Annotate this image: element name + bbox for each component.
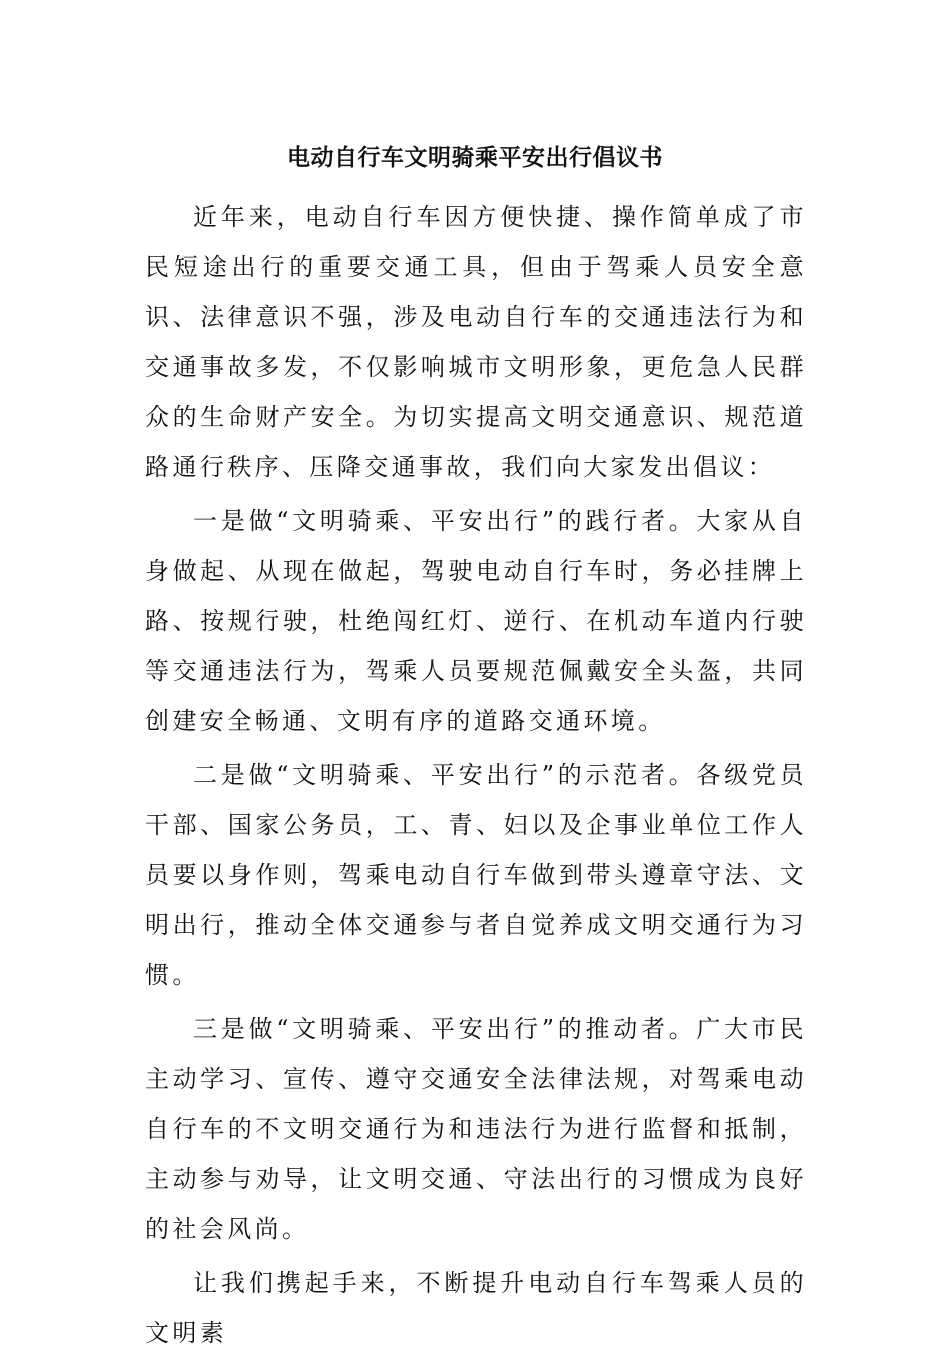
document-title: 电动自行车文明骑乘平安出行倡议书 xyxy=(287,144,663,171)
paragraph-closing: 让我们携起手来，不断提升电动自行车驾乘人员的文明素 xyxy=(145,1269,807,1347)
paragraph-promoter: 三是做“文明骑乘、平安出行”的推动者。广大市民主动学习、宣传、遵守交通安全法律法规，对驾乘电动自行车的不文明交通行为和违法行为进行监督和抵制，主动参与劝导，让文明交通、守法出行的习惯成为良好的社会风尚。 xyxy=(145,1015,807,1243)
document-body xyxy=(145,192,807,1362)
paragraph-intro: 近年来，电动自行车因方便快捷、操作简单成了市民短途出行的重要交通工具，但由于驾乘人员安全意识、法律意识不强，涉及电动自行车的交通违法行为和交通事故多发，不仅影响城市文明形象，更危急人民群众的生命财产安全。为切实提高文明交通意识、规范道路通行秩序、压降交通事故，我们向大家发出倡议： xyxy=(145,203,807,481)
paragraph-practitioner: 一是做“文明骑乘、平安出行”的践行者。大家从自身做起、从现在做起，驾驶电动自行车时，务必挂牌上路、按规行驶，杜绝闯红灯、逆行、在机动车道内行驶等交通违法行为，驾乘人员要规范佩戴安全头盔，共同创建安全畅通、文明有序的道路交通环境。 xyxy=(145,507,807,735)
paragraph-exemplar: 二是做“文明骑乘、平安出行”的示范者。各级党员干部、国家公务员，工、青、妇以及企事业单位工作人员要以身作则，驾乘电动自行车做到带头遵章守法、文明出行，推动全体交通参与者自觉养成文明交通行为习惯。 xyxy=(145,761,807,989)
